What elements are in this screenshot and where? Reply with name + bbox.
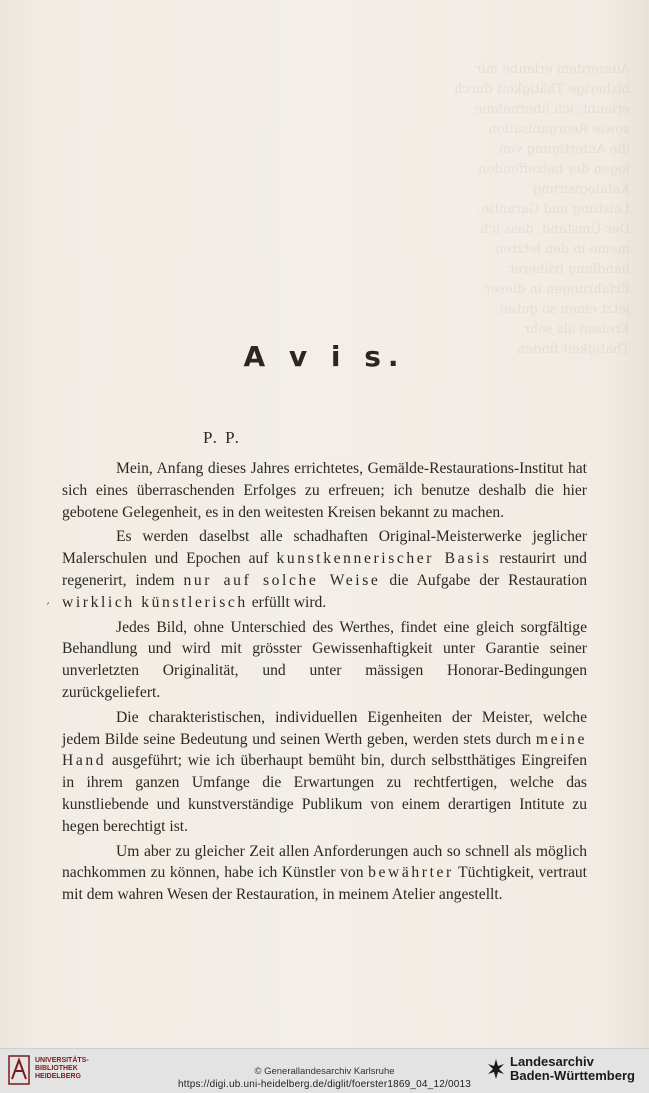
emphasized-text: meine Hand xyxy=(62,730,587,770)
salutation: P. P. xyxy=(203,428,241,447)
archive-logo-icon xyxy=(487,1058,505,1080)
paragraph-3 xyxy=(62,617,587,704)
document-title: A v i s. xyxy=(243,340,406,373)
university-name: UNIVERSITÄTS- BIBLIOTHEK HEIDELBERG xyxy=(35,1057,89,1080)
text-run: die Aufgabe der Restauration xyxy=(380,571,587,589)
paragraph-2 xyxy=(62,526,587,613)
emphasized-text: wirklich künstlerisch xyxy=(62,593,248,611)
paragraph-1 xyxy=(62,458,587,523)
text-run: erfüllt wird. xyxy=(247,593,327,611)
body-text xyxy=(62,458,587,909)
bleed-through-text: Ausserdem erlaube mir bisherige Thätigkeit durch erlaubt; ich übernehme sowie Reorganisation die Anfertigung von logen der betreffenden Katalogisirung Leistung und Garantie. Der Umstand, dass ich meine in den letzten handlung früherer Erfahrungen in dieser jetzt einen so guten Kreisen als sehr Thätigkeit finden xyxy=(454,62,630,357)
emphasized-text: kunstkennerischer Basis xyxy=(276,550,492,568)
text-run: Um aber zu gleicher Zeit allen Anforderungen auch so schnell als möglich nachkommen zu können, habe ich Künstler von xyxy=(62,842,587,882)
archive-name: Landesarchiv Baden-Württemberg xyxy=(510,1054,635,1083)
text-run: Mein, Anfang dieses Jahres errichtetes, Gemälde-Restaurations-Institut hat sich eines überraschenden Erfolges zu erfreuen; ich benutze deshalb die hier gebotene Gelegenheit, es in den weitesten Kreisen bekannt zu machen. xyxy=(62,460,587,521)
text-run: restaurirt und regenerirt, indem xyxy=(62,550,587,589)
text-run: Es werden daselbst alle schadhaften Original-Meisterwerke jeglicher Malerschulen und Epochen auf xyxy=(62,528,587,568)
margin-mark: ’ xyxy=(46,600,50,614)
emphasized-text: bewährter xyxy=(368,864,454,882)
text-run: Jedes Bild, ohne Unterschied des Werthes, findet eine gleich sorgfältige Behandlung und wird mit grösster Gewissenhaftigkeit unter Garantie seiner unverletzten Originalität, und unter mässigen Honorar-Bedingungen zurückgeliefert. xyxy=(62,618,587,701)
paragraph-5 xyxy=(62,841,587,906)
text-run: Die charakteristischen, individuellen Eigenheiten der Meister, welche jedem Bilde seine Bedeutung und seinen Werth geben, werden stets durch xyxy=(62,708,587,748)
source-url-link[interactable]: https://digi.ub.uni-heidelberg.de/diglit/foerster1869_04_12/0013 xyxy=(177,1079,471,1090)
text-run: Tüchtigkeit, vertraut mit dem wahren Wesen der Restauration, in meinem Atelier angestellt. xyxy=(62,864,587,904)
text-run: ausgeführt; wie ich überhaupt bemüht bin, durch selbstthätiges Eingreifen in ihrem ganzen Umfange die Erwartungen zu rechtfertigen, welche das kunstliebende und kunstverständige Publikum von einem derartigen Intitute zu hegen berechtigt ist. xyxy=(62,752,587,835)
copyright-notice: © Generallandesarchiv Karlsruhe xyxy=(254,1066,395,1077)
paragraph-4 xyxy=(62,707,587,838)
emphasized-text: nur auf solche Weise xyxy=(183,571,381,589)
footer-bar xyxy=(0,1048,649,1093)
